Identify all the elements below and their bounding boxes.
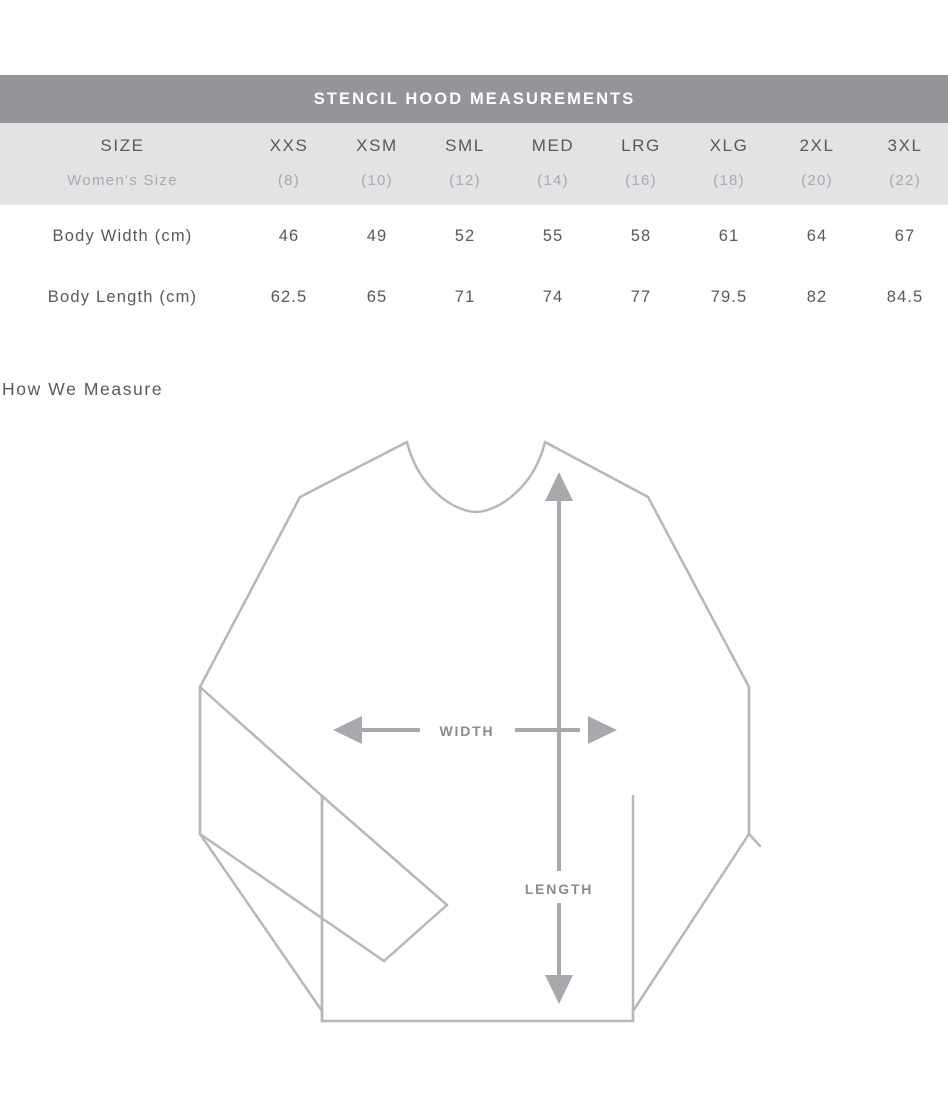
row-label-body-length: Body Length (cm)	[0, 266, 245, 327]
header-size-3: MED	[509, 123, 597, 167]
header-size-0: XXS	[245, 123, 333, 167]
size-chart-table	[0, 75, 948, 327]
body-length-6: 82	[773, 266, 861, 327]
womens-size-1: (10)	[333, 167, 421, 205]
womens-size-7: (22)	[861, 167, 948, 205]
table-header-row	[0, 123, 948, 167]
header-size-5: XLG	[685, 123, 773, 167]
womens-size-5: (18)	[685, 167, 773, 205]
header-size-1: XSM	[333, 123, 421, 167]
womens-size-2: (12)	[421, 167, 509, 205]
body-width-7: 67	[861, 205, 948, 266]
how-we-measure-heading: How We Measure	[2, 379, 164, 399]
header-size-6: 2XL	[773, 123, 861, 167]
body-length-2: 71	[421, 266, 509, 327]
body-width-5: 61	[685, 205, 773, 266]
body-length-7: 84.5	[861, 266, 948, 327]
table-title: STENCIL HOOD MEASUREMENTS	[0, 75, 948, 123]
body-width-6: 64	[773, 205, 861, 266]
width-label: WIDTH	[439, 723, 495, 739]
body-width-2: 52	[421, 205, 509, 266]
length-label: LENGTH	[524, 881, 594, 897]
garment-svg	[0, 416, 948, 1036]
body-width-3: 55	[509, 205, 597, 266]
header-size-7: 3XL	[861, 123, 948, 167]
body-length-1: 65	[333, 266, 421, 327]
header-size-4: LRG	[597, 123, 685, 167]
womens-size-6: (20)	[773, 167, 861, 205]
womens-size-3: (14)	[509, 167, 597, 205]
garment-measurement-diagram	[0, 416, 948, 1041]
row-label-body-width: Body Width (cm)	[0, 205, 245, 266]
table-row	[0, 205, 948, 266]
header-size-2: SML	[421, 123, 509, 167]
body-width-1: 49	[333, 205, 421, 266]
header-size-label: SIZE	[0, 123, 245, 167]
table-row	[0, 266, 948, 327]
size-guide-page	[0, 75, 948, 1041]
womens-size-0: (8)	[245, 167, 333, 205]
body-length-5: 79.5	[685, 266, 773, 327]
width-arrow-icon	[333, 714, 617, 746]
body-length-4: 77	[597, 266, 685, 327]
womens-size-4: (16)	[597, 167, 685, 205]
body-length-0: 62.5	[245, 266, 333, 327]
body-width-0: 46	[245, 205, 333, 266]
table-title-row	[0, 75, 948, 123]
body-length-3: 74	[509, 266, 597, 327]
table-womens-size-row	[0, 167, 948, 205]
body-width-4: 58	[597, 205, 685, 266]
womens-size-label: Women's Size	[0, 167, 245, 205]
